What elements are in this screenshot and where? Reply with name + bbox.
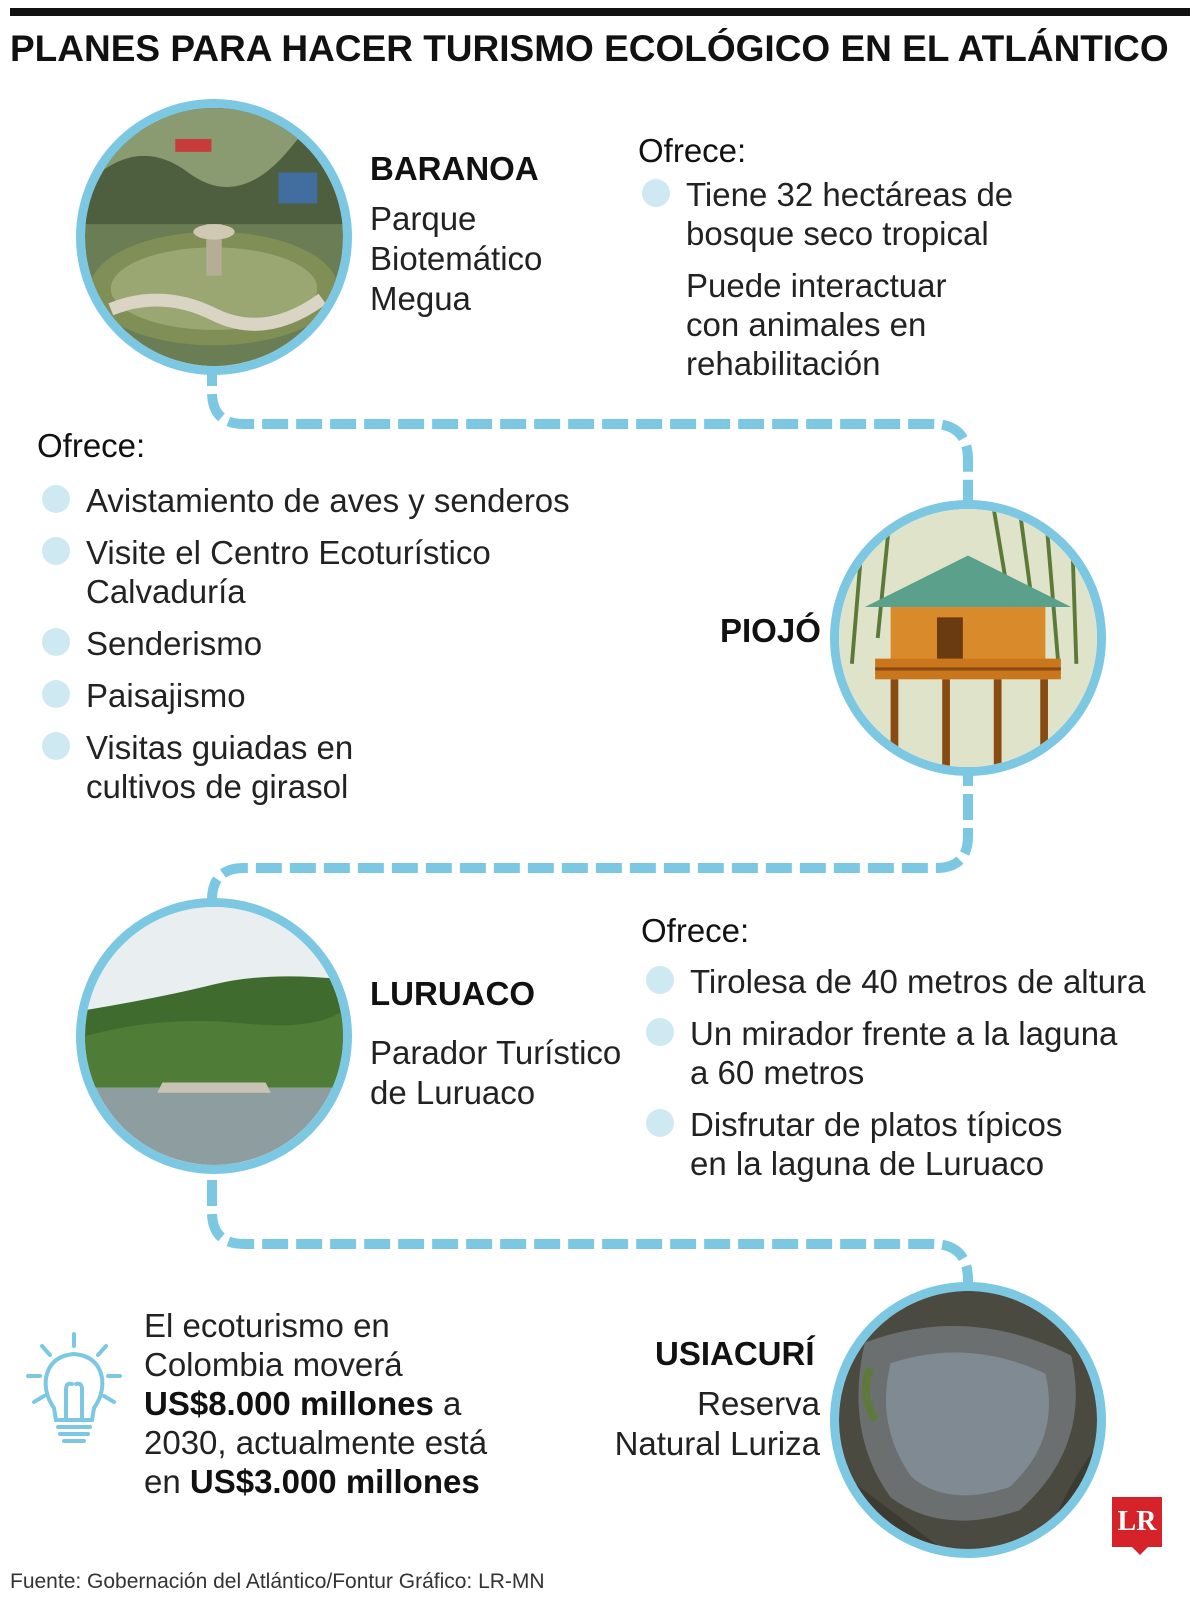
bullet-icon bbox=[42, 628, 70, 656]
usiacuri-name: USIACURÍ bbox=[655, 1335, 815, 1372]
luruaco-sub-line: de Luruaco bbox=[370, 1074, 536, 1111]
baranoa-photo bbox=[76, 99, 352, 375]
list-item: Tirolesa de 40 metros de altura bbox=[646, 962, 1146, 1001]
bullet-icon bbox=[42, 732, 70, 760]
bullet-icon bbox=[646, 1018, 674, 1046]
baranoa-offer-list bbox=[642, 175, 1013, 396]
baranoa-sub-line: Parque bbox=[370, 200, 477, 237]
list-item: Un mirador frente a la laguna a 60 metros bbox=[646, 1014, 1146, 1092]
bullet-icon bbox=[42, 537, 70, 565]
baranoa-sub-line: Megua bbox=[370, 280, 471, 317]
lr-logo: LR bbox=[1112, 1497, 1162, 1547]
lightbulb-icon bbox=[24, 1330, 124, 1450]
list-item: Puede interactuar con animales en rehabilitación bbox=[686, 267, 947, 382]
piojo-photo bbox=[830, 500, 1106, 776]
piojo-ofrece-label: Ofrece: bbox=[37, 427, 146, 464]
usiacuri-sub-line: Reserva bbox=[697, 1385, 820, 1422]
bullet-icon bbox=[42, 485, 70, 513]
luruaco-ofrece-label: Ofrece: bbox=[641, 912, 750, 949]
luruaco-offer-list bbox=[646, 962, 1146, 1196]
usiacuri-subtitle bbox=[600, 1384, 820, 1464]
luruaco-name: LURUACO bbox=[370, 975, 535, 1012]
amount-current: US$3.000 millones bbox=[189, 1463, 480, 1500]
list-item: Paisajismo bbox=[42, 676, 570, 715]
list-item: Visite el Centro Ecoturístico Calvaduría bbox=[42, 533, 570, 611]
bullet-icon bbox=[646, 966, 674, 994]
amount-2030: US$8.000 millones bbox=[144, 1385, 434, 1422]
source-credit: Fuente: Gobernación del Atlántico/Fontur Gráfico: LR-MN bbox=[10, 1570, 545, 1593]
baranoa-ofrece-label: Ofrece: bbox=[638, 132, 747, 169]
usiacuri-sub-line: Natural Luriza bbox=[614, 1425, 820, 1462]
piojo-offer-list bbox=[42, 481, 570, 819]
list-item: Visitas guiadas en cultivos de girasol bbox=[42, 728, 570, 806]
list-item: Tiene 32 hectáreas de bosque seco tropical bbox=[642, 175, 1013, 253]
list-item: Avistamiento de aves y senderos bbox=[42, 481, 570, 520]
baranoa-sub-line: Biotemático bbox=[370, 240, 543, 277]
bullet-icon bbox=[642, 179, 670, 207]
bullet-icon bbox=[646, 1109, 674, 1137]
baranoa-subtitle bbox=[370, 199, 542, 319]
list-item: Disfrutar de platos típicos en la laguna de Luruaco bbox=[646, 1105, 1146, 1183]
baranoa-name: BARANOA bbox=[370, 150, 539, 187]
piojo-name: PIOJÓ bbox=[720, 612, 821, 649]
luruaco-photo bbox=[76, 898, 352, 1174]
list-item: Senderismo bbox=[42, 624, 570, 663]
ecotourism-fact: El ecoturismo en Colombia moverá US$8.000 millones a 2030, actualmente está en US$3.000 millones bbox=[144, 1307, 488, 1500]
luruaco-subtitle bbox=[370, 1033, 621, 1113]
lr-logo-tail bbox=[1130, 1545, 1150, 1555]
page-title: PLANES PARA HACER TURISMO ECOLÓGICO EN EL ATLÁNTICO bbox=[10, 28, 1169, 69]
bullet-icon bbox=[42, 680, 70, 708]
usiacuri-photo bbox=[830, 1282, 1106, 1558]
luruaco-sub-line: Parador Turístico bbox=[370, 1034, 622, 1071]
